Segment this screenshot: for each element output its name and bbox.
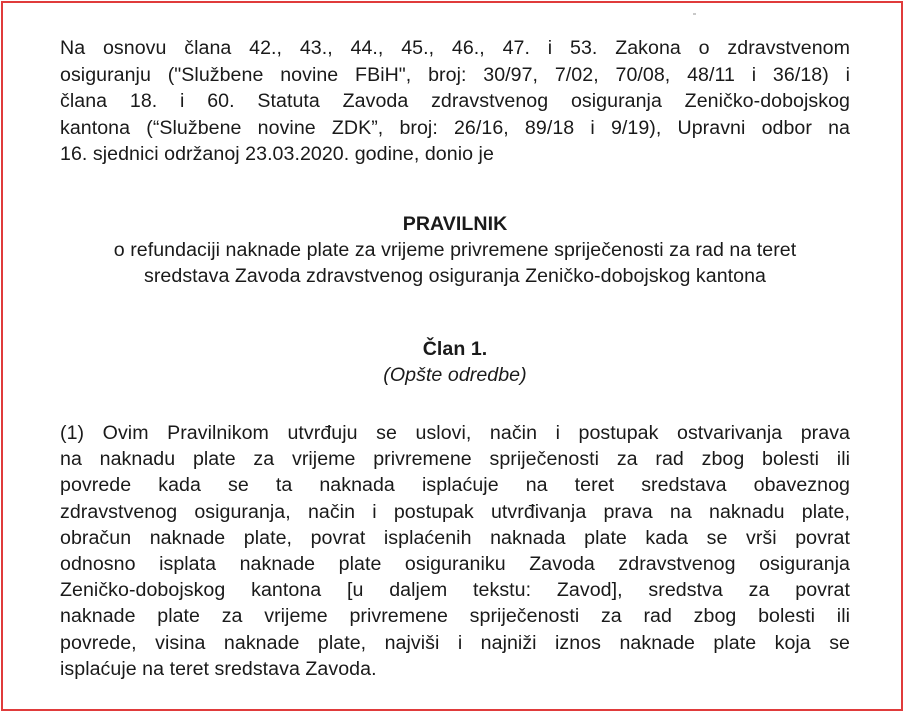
document-subtitle-line: sredstava Zavoda zdravstvenog osiguranja Zeničko-dobojskog kantona [144, 264, 766, 287]
article-line: obračun naknade plate, povrat isplaćenih naknada plate kada se vrši povrat [60, 526, 850, 549]
article-line: na naknadu plate za vrijeme privremene spriječenosti za rad zbog bolesti ili [60, 448, 850, 471]
article-heading [60, 336, 850, 388]
document-body [60, 35, 850, 682]
article-paragraph [60, 420, 850, 682]
preamble-paragraph [60, 35, 850, 168]
article-line: Zeničko-dobojskog kantona [u daljem tekstu: Zavod], sredstva za povrat [60, 579, 850, 602]
scan-speck [693, 13, 696, 15]
preamble-line: osiguranju ("Službene novine FBiH", broj: 30/97, 7/02, 70/08, 48/11 i 36/18) i [60, 63, 850, 86]
article-title: Član 1. [422, 337, 488, 360]
preamble-line: Na osnovu člana 42., 43., 44., 45., 46., 47. i 53. Zakona o zdravstvenom [60, 37, 850, 59]
preamble-line: člana 18. i 60. Statuta Zavoda zdravstvenog osiguranja Zeničko-dobojskog [60, 90, 850, 113]
article-line: (1) Ovim Pravilnikom utvrđuju se uslovi, način i postupak ostvarivanja prava [60, 421, 850, 444]
article-line: isplaćuje na teret sredstava Zavoda. [60, 657, 377, 680]
preamble-line: 16. sjednici održanoj 23.03.2020. godine, donio je [60, 143, 494, 166]
document-frame [1, 1, 903, 711]
document-title: PRAVILNIK [402, 212, 508, 235]
document-subtitle-line: o refundaciji naknade plate za vrijeme privremene spriječenosti za rad na teret [113, 238, 797, 261]
document-title-block [60, 211, 850, 289]
preamble-line: kantona (“Službene novine ZDK”, broj: 26/16, 89/18 i 9/19), Upravni odbor na [60, 116, 850, 139]
article-line: zdravstvenog osiguranja, način i postupak utvrđivanja prava na naknadu plate, [60, 500, 850, 523]
article-line: odnosno isplata naknade plate osiguraniku Zavoda zdravstvenog osiguranja [60, 552, 850, 575]
article-line: povrede, visina naknade plate, najviši i najniži iznos naknade plate koja se [60, 631, 850, 654]
article-line: povrede kada se ta naknada isplaćuje na teret sredstava obaveznog [60, 474, 850, 497]
article-line: naknade plate za vrijeme privremene spriječenosti za rad zbog bolesti ili [60, 605, 850, 628]
article-subtitle: (Opšte odredbe) [383, 363, 527, 386]
